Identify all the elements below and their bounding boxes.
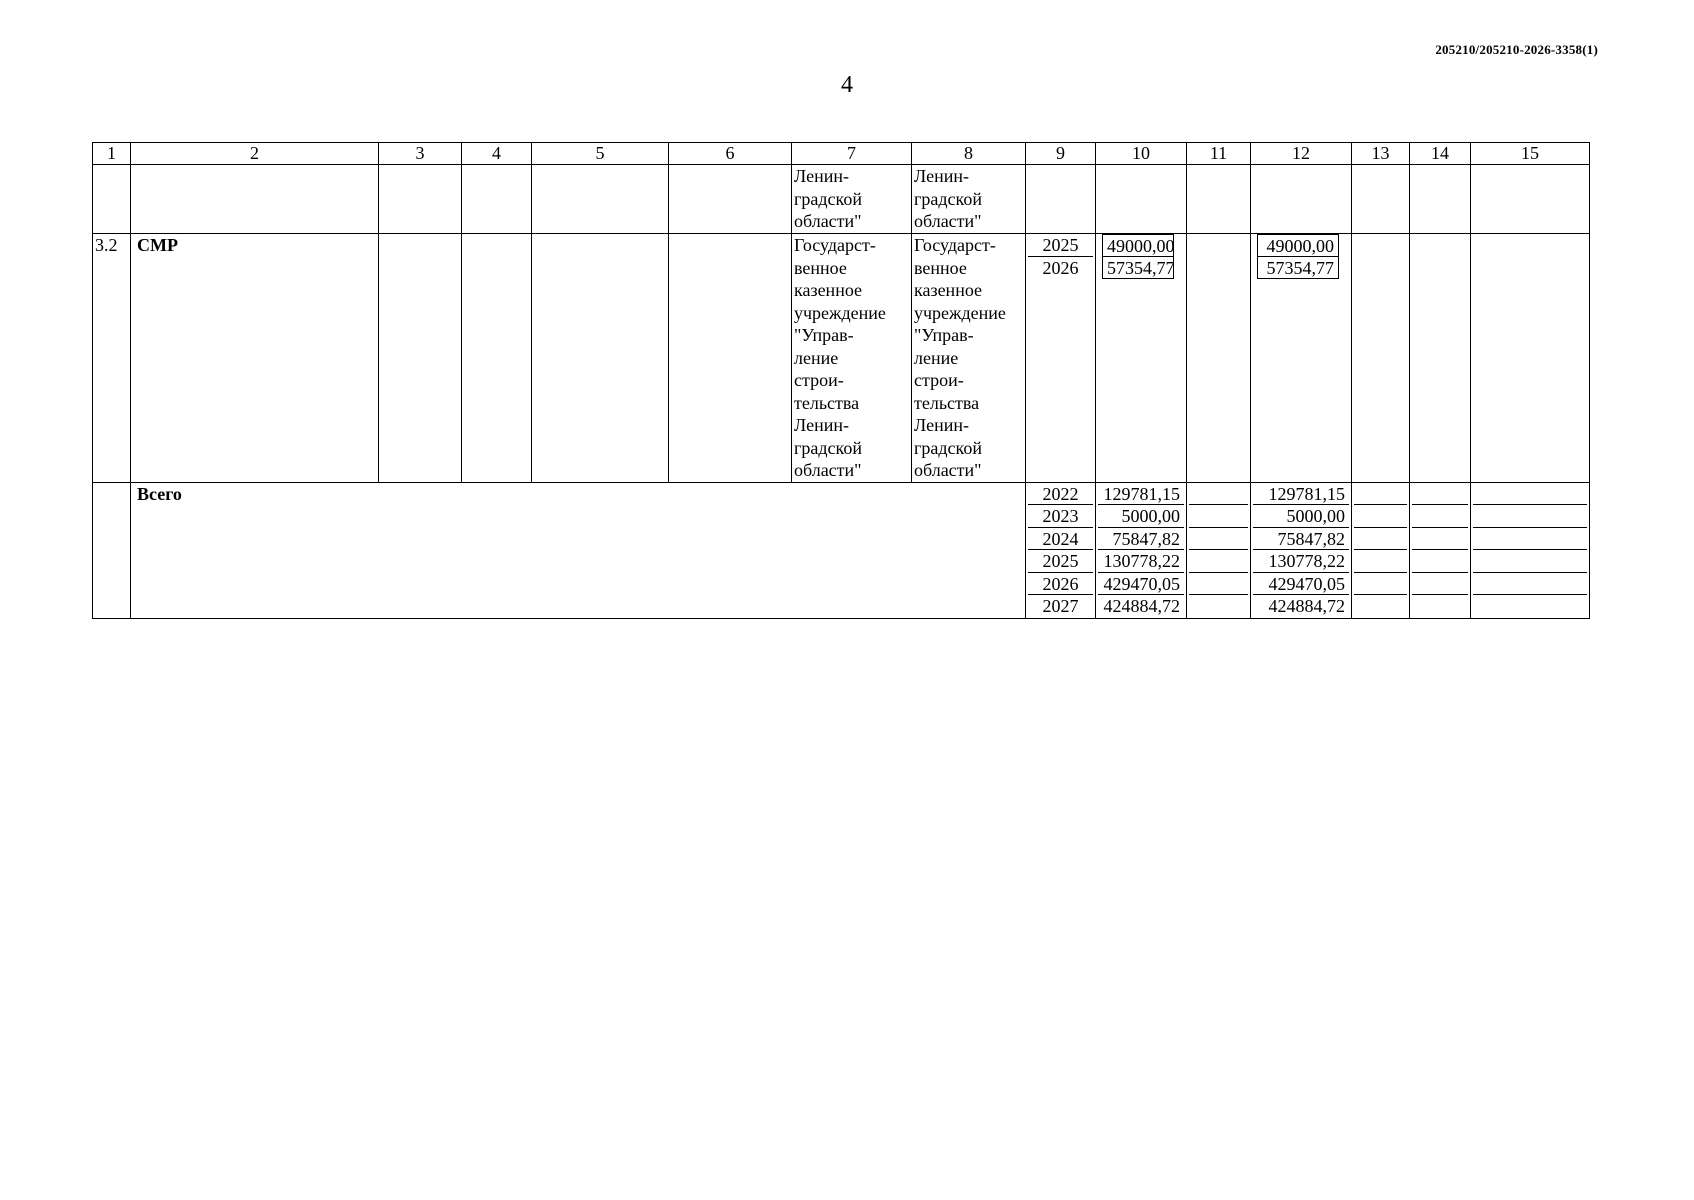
- customer-cell: Ленин- градской области": [792, 165, 912, 234]
- column-number: 12: [1251, 143, 1352, 165]
- amount-col10: 49000,00 57354,77: [1096, 234, 1187, 483]
- column-number: 13: [1352, 143, 1410, 165]
- row-number: 3.2: [93, 234, 131, 483]
- document-id: 205210/205210-2026-3358(1): [1435, 42, 1598, 57]
- continuation-row: [93, 165, 1590, 234]
- column-number: 3: [379, 143, 462, 165]
- year-cell: 2025 2026: [1026, 234, 1096, 483]
- column-number: 11: [1187, 143, 1251, 165]
- contractor-cell: Государст- венное казенное учреждение "Управ- ление строи- тельства Ленин- градской области": [912, 234, 1026, 483]
- total-col15: [1471, 482, 1590, 618]
- total-col10: 129781,15 5000,00 75847,82 130778,22 429470,05 424884,72: [1096, 482, 1187, 618]
- total-label: Всего: [131, 482, 1026, 618]
- column-number: 15: [1471, 143, 1590, 165]
- total-col11: [1187, 482, 1251, 618]
- total-col13: [1352, 482, 1410, 618]
- total-years: 2022 2023 2024 2025 2026 2027: [1026, 482, 1096, 618]
- column-number: 2: [131, 143, 379, 165]
- page-number: 4: [841, 72, 853, 98]
- column-number: 6: [669, 143, 792, 165]
- column-number: 4: [462, 143, 532, 165]
- total-col14: [1410, 482, 1471, 618]
- column-number: 10: [1096, 143, 1187, 165]
- column-number: 14: [1410, 143, 1471, 165]
- table-row-3-2: [93, 234, 1590, 483]
- column-number-row: [93, 143, 1590, 165]
- contractor-cell: Ленин- градской области": [912, 165, 1026, 234]
- column-number: 7: [792, 143, 912, 165]
- column-number: 8: [912, 143, 1026, 165]
- total-col12: 129781,15 5000,00 75847,82 130778,22 429470,05 424884,72: [1251, 482, 1352, 618]
- amount-col12: 49000,00 57354,77: [1251, 234, 1352, 483]
- total-row: [93, 482, 1590, 618]
- row-name: СМР: [131, 234, 379, 483]
- column-number: 5: [532, 143, 669, 165]
- customer-cell: Государст- венное казенное учреждение "Управ- ление строи- тельства Ленин- градской области": [792, 234, 912, 483]
- column-number: 9: [1026, 143, 1096, 165]
- budget-table: [92, 142, 1590, 619]
- column-number: 1: [93, 143, 131, 165]
